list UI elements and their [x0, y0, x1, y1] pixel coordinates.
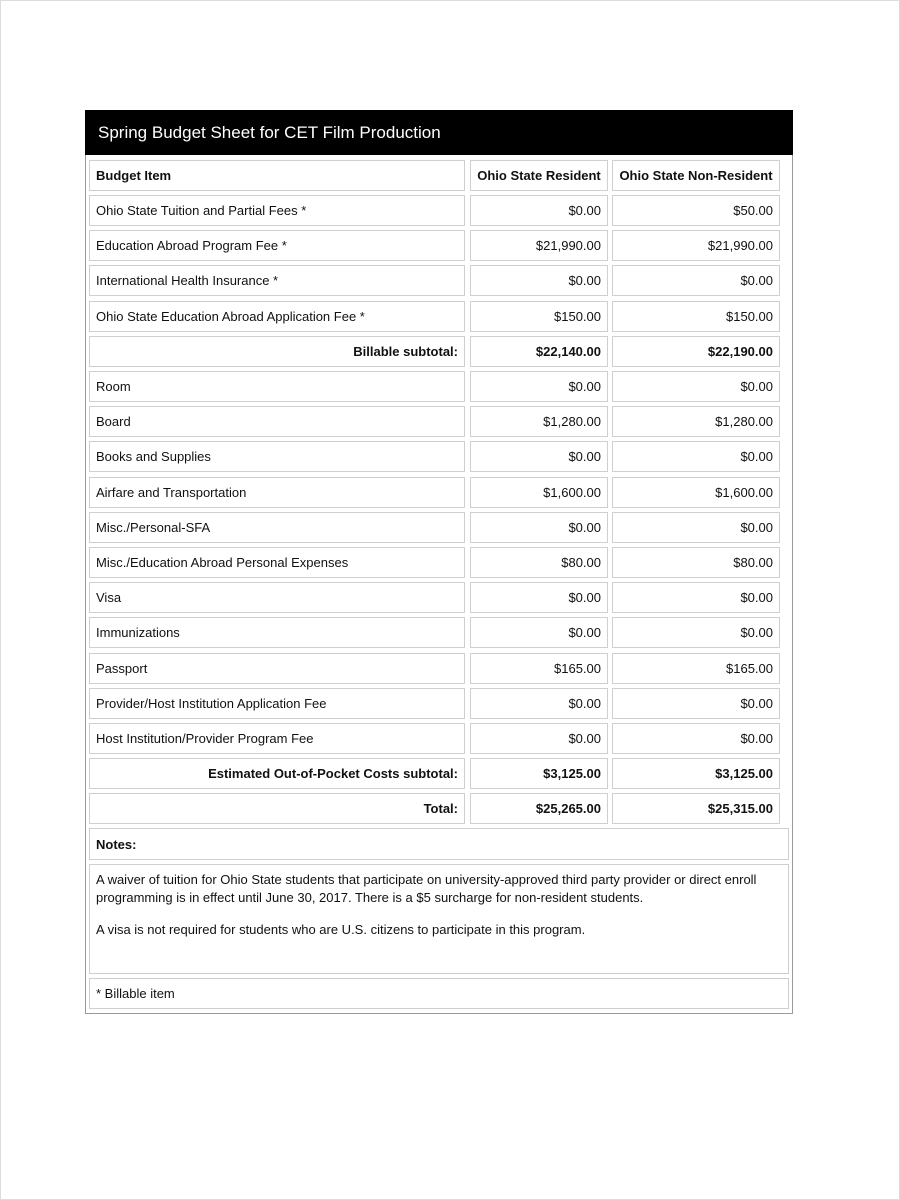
- header-nonresident: Ohio State Non-Resident: [612, 160, 780, 191]
- row-label: Provider/Host Institution Application Fee: [89, 688, 465, 719]
- row-nonresident-amount: $25,315.00: [612, 793, 780, 824]
- row-label: Passport: [89, 653, 465, 684]
- notes-body: [89, 864, 789, 974]
- row-resident-amount: $0.00: [470, 723, 608, 754]
- row-nonresident-amount: $1,280.00: [612, 406, 780, 437]
- sheet-title: Spring Budget Sheet for CET Film Production: [85, 110, 793, 155]
- row-label: Misc./Personal-SFA: [89, 512, 465, 543]
- row-label: Misc./Education Abroad Personal Expenses: [89, 547, 465, 578]
- notes-paragraph-2: A visa is not required for students who are U.S. citizens to participate in this program.: [96, 922, 586, 937]
- notes-heading: Notes:: [89, 828, 789, 860]
- row-label: International Health Insurance *: [89, 265, 465, 296]
- row-resident-amount: $0.00: [470, 688, 608, 719]
- row-nonresident-amount: $1,600.00: [612, 477, 780, 508]
- row-label: Education Abroad Program Fee *: [89, 230, 465, 261]
- row-nonresident-amount: $80.00: [612, 547, 780, 578]
- row-nonresident-amount: $0.00: [612, 441, 780, 472]
- row-nonresident-amount: $50.00: [612, 195, 780, 226]
- row-resident-amount: $0.00: [470, 195, 608, 226]
- row-nonresident-amount: $165.00: [612, 653, 780, 684]
- row-nonresident-amount: $0.00: [612, 512, 780, 543]
- row-label: Books and Supplies: [89, 441, 465, 472]
- row-nonresident-amount: $0.00: [612, 617, 780, 648]
- row-label: Ohio State Education Abroad Application Fee *: [89, 301, 465, 332]
- row-resident-amount: $80.00: [470, 547, 608, 578]
- row-resident-amount: $1,600.00: [470, 477, 608, 508]
- row-nonresident-amount: $150.00: [612, 301, 780, 332]
- row-resident-amount: $0.00: [470, 617, 608, 648]
- row-nonresident-amount: $21,990.00: [612, 230, 780, 261]
- notes-paragraph-1: A waiver of tuition for Ohio State students that participate on university-approved third party provider or direct enroll programming is in effect until June 30, 2017. There is a $5 surcharge for non-resident students.: [96, 872, 757, 905]
- row-resident-amount: $0.00: [470, 441, 608, 472]
- row-nonresident-amount: $0.00: [612, 265, 780, 296]
- row-nonresident-amount: $0.00: [612, 688, 780, 719]
- row-resident-amount: $0.00: [470, 265, 608, 296]
- row-nonresident-amount: $0.00: [612, 371, 780, 402]
- row-label: Host Institution/Provider Program Fee: [89, 723, 465, 754]
- row-label: Ohio State Tuition and Partial Fees *: [89, 195, 465, 226]
- row-label: Visa: [89, 582, 465, 613]
- header-budget-item: Budget Item: [89, 160, 465, 191]
- row-resident-amount: $1,280.00: [470, 406, 608, 437]
- row-label: Room: [89, 371, 465, 402]
- row-nonresident-amount: $22,190.00: [612, 336, 780, 367]
- row-resident-amount: $165.00: [470, 653, 608, 684]
- row-resident-amount: $3,125.00: [470, 758, 608, 789]
- row-resident-amount: $150.00: [470, 301, 608, 332]
- row-label: Immunizations: [89, 617, 465, 648]
- row-label: Total:: [89, 793, 465, 824]
- billable-footnote: * Billable item: [89, 978, 789, 1009]
- row-resident-amount: $0.00: [470, 371, 608, 402]
- row-resident-amount: $22,140.00: [470, 336, 608, 367]
- row-label: Estimated Out-of-Pocket Costs subtotal:: [89, 758, 465, 789]
- row-label: Billable subtotal:: [89, 336, 465, 367]
- row-nonresident-amount: $0.00: [612, 582, 780, 613]
- row-label: Board: [89, 406, 465, 437]
- row-nonresident-amount: $3,125.00: [612, 758, 780, 789]
- row-nonresident-amount: $0.00: [612, 723, 780, 754]
- row-resident-amount: $21,990.00: [470, 230, 608, 261]
- row-resident-amount: $0.00: [470, 512, 608, 543]
- header-resident: Ohio State Resident: [470, 160, 608, 191]
- row-label: Airfare and Transportation: [89, 477, 465, 508]
- row-resident-amount: $25,265.00: [470, 793, 608, 824]
- row-resident-amount: $0.00: [470, 582, 608, 613]
